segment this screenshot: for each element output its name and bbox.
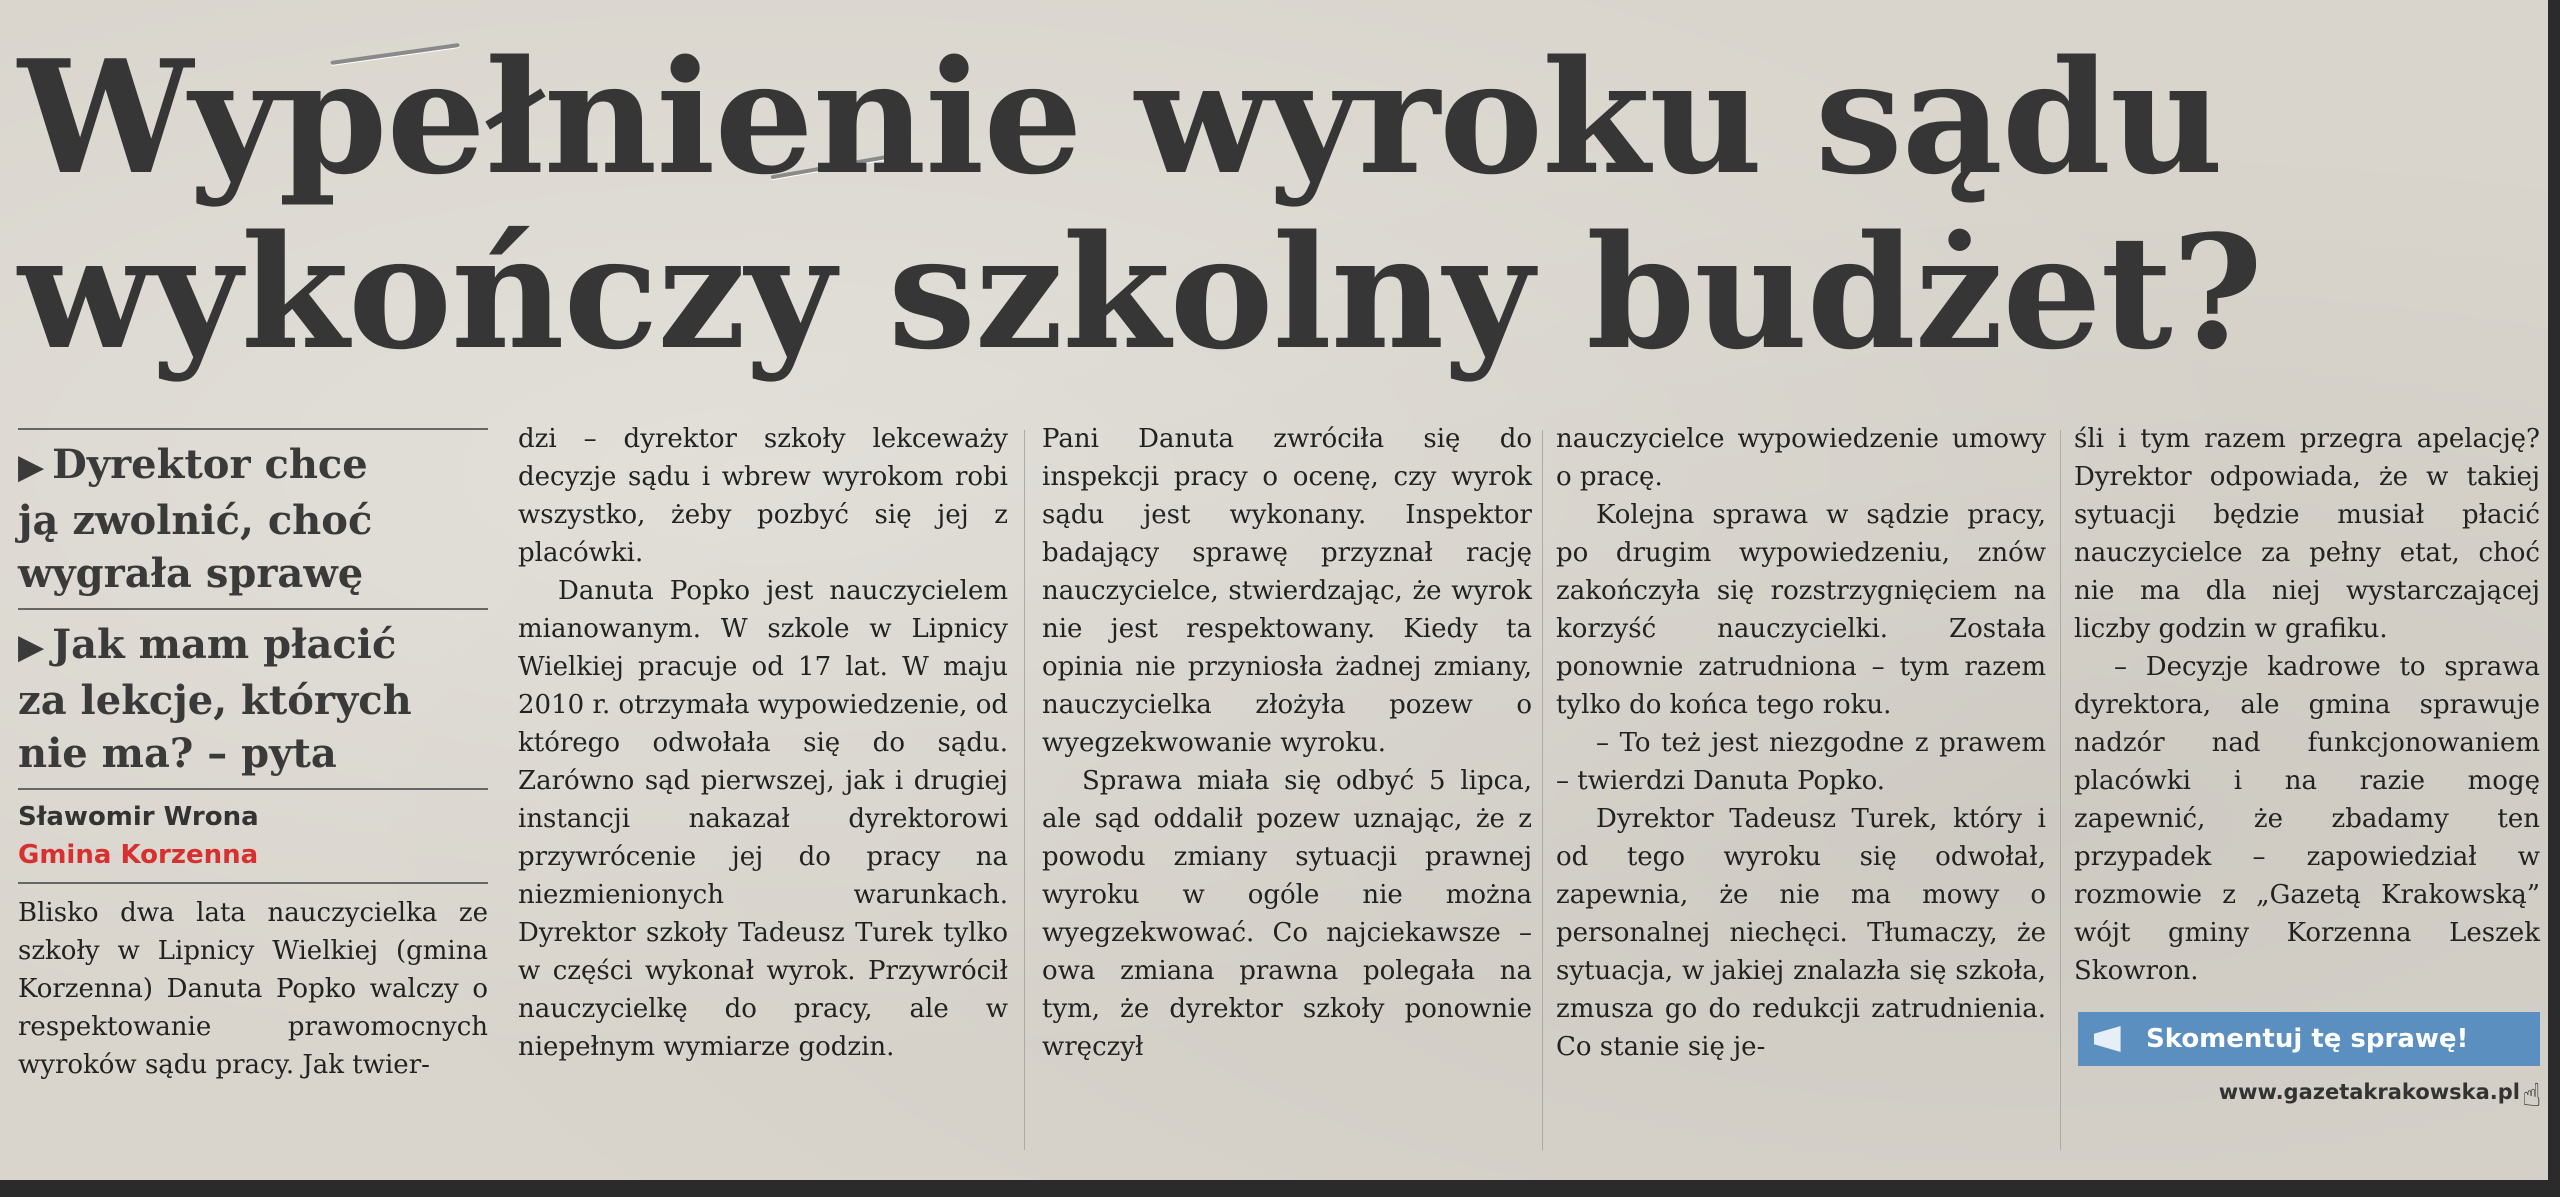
sidebar: [18, 420, 488, 1084]
headline-line-1: Wypełnienie wyroku sądu: [18, 26, 2223, 209]
comment-button[interactable]: [2078, 1012, 2540, 1066]
column-divider: [1542, 430, 1543, 1150]
paragraph: – Decyzje kadrowe to sprawa dyrektora, ale gmina sprawuje nadzór nad funkcjonowaniem placówki i na razie mogę zapewnić, że zbadamy ten przypadek – zapowiedział w rozmowie z „Gazetą Krakowską” wójt gminy Korzenna Leszek Skowron.: [2074, 652, 2540, 986]
article-column-2: [1042, 420, 1532, 1066]
article-intro: Blisko dwa lata nauczycielka ze szkoły w Lipnicy Wielkiej (gmina Korzenna) Danuta Popko walczy o respektowanie prawomocnych wyroków sądu pracy. Jak twier-: [18, 898, 488, 1080]
megaphone-icon: [2094, 1026, 2132, 1052]
lead-1-line-3: wygrała sprawę: [18, 550, 364, 597]
divider: [18, 788, 488, 790]
paragraph: Danuta Popko jest nauczycielem mianowanym. W szkole w Lipnicy Wielkiej pracuje od 17 lat. W maju 2010 r. otrzymała wypowiedzenie, od którego odwołała się do sądu. Zarówno sąd pierwszej, jak i drugiej instancji nakazał dyrektorowi przywrócenie jej do pracy na niezmienionych warunkach. Dyrektor szkoły Tadeusz Turek tylko w części wykonał wyrok. Przywrócił nauczycielkę do pracy, ale w niepełnym wymiarze godzin.: [518, 576, 1009, 1062]
headline-line-2: wykończy szkolny budżet?: [18, 201, 2263, 384]
lead-2-line-2: za lekcje, których: [18, 677, 412, 724]
paragraph: dzi – dyrektor szkoły lekceważy decyzje sądu i wbrew wyrokom robi wszystko, żeby pozbyć się jej z placówki.: [518, 424, 1008, 568]
paragraph: – To też jest niezgodne z prawem – twierdzi Danuta Popko.: [1556, 728, 2046, 796]
lead-2-line-1: Jak mam płacić: [52, 621, 397, 668]
lead-1: [18, 438, 488, 600]
location-label: Gmina Korzenna: [18, 840, 259, 870]
lead-2: [18, 618, 488, 780]
author-byline: Sławomir Wrona: [18, 802, 259, 832]
article-column-4: [2074, 420, 2540, 990]
paragraph: Kolejna sprawa w sądzie pracy, po drugim wypowiedzeniu, znów zakończyła się rozstrzygnięciem na korzyść nauczycielki. Została ponownie zatrudniona – tym razem tylko do końca tego roku.: [1556, 500, 2046, 720]
divider: [18, 608, 488, 610]
column-divider: [2060, 430, 2061, 1150]
column-divider: [1024, 430, 1025, 1150]
paragraph: Sprawa miała się odbyć 5 lipca, ale sąd oddalił pozew uznając, że z powodu zmiany sytuacji prawnej wyroku w ogóle nie można wyegzekwować. Co najciekawsze – owa zmiana prawna polegała na tym, że dyrektor szkoły ponownie wręczył: [1042, 766, 1532, 1062]
article-column-3: [1556, 420, 2046, 1066]
hand-pointer-icon: ☝: [2522, 1076, 2542, 1114]
comment-button-label: Skomentuj tę sprawę!: [2146, 1024, 2469, 1054]
lead-1-line-1: Dyrektor chce: [52, 441, 368, 488]
lead-2-line-3: nie ma? – pyta: [18, 730, 337, 777]
paragraph: nauczycielce wypowiedzenie umowy o pracę.: [1556, 424, 2046, 492]
article-column-1: [518, 420, 1008, 1066]
paragraph: Dyrektor Tadeusz Turek, który i od tego wyroku się odwołał, zapewnia, że nie ma mowy o personalnej niechęci. Tłumaczy, że sytuacja, w jakiej znalazła się szkoła, zmusza go do redukcji zatrudnienia. Co stanie się je-: [1556, 804, 2046, 1062]
paragraph: śli i tym razem przegra apelację? Dyrektor odpowiada, że w takiej sytuacji będzie musiał płacić nauczycielce za pełny etat, choć nie ma dla niej wystarczającej liczby godzin w grafiku.: [2074, 424, 2540, 644]
lead-1-line-2: ją zwolnić, choć: [18, 497, 373, 544]
divider: [18, 882, 488, 884]
triangle-right-icon: ▶: [18, 627, 45, 667]
divider: [18, 428, 488, 430]
paragraph: Pani Danuta zwróciła się do inspekcji pracy o ocenę, czy wyrok sądu jest wykonany. Inspektor badający sprawę przyznał rację nauczycielce, stwierdzając, że wyrok nie jest respektowany. Kiedy ta opinia nie przyniosła żadnej zmiany, nauczycielka złożyła pozew o wyegzekwowanie wyroku.: [1042, 424, 1532, 758]
website-link[interactable]: www.gazetakrakowska.pl: [2218, 1080, 2520, 1104]
triangle-right-icon: ▶: [18, 447, 45, 487]
